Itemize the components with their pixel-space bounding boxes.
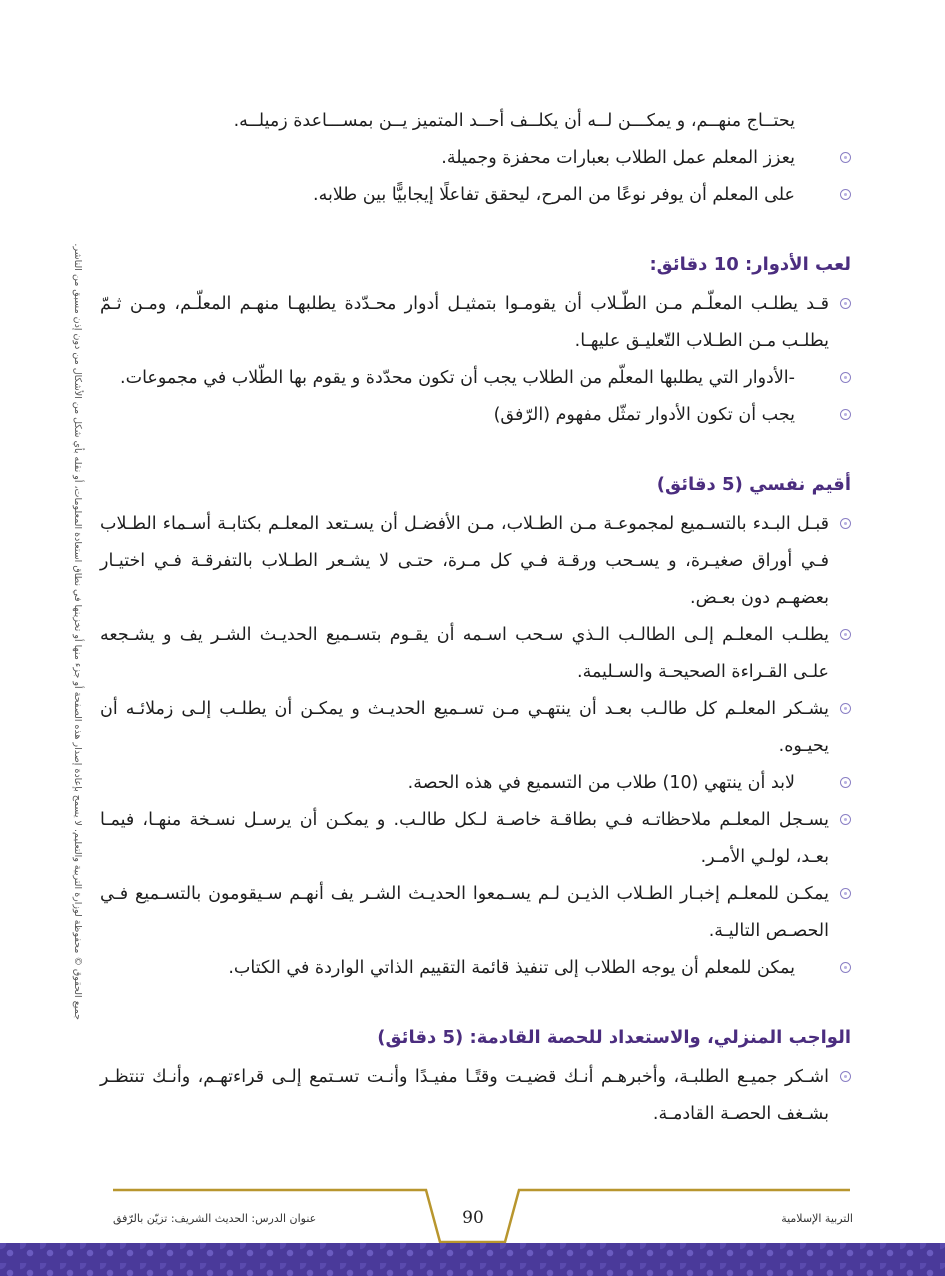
list-item-text: -الأدوار التي يطلبها المعلّم من الطلاب يجب أن تكون محدّدة و يقوم بها الطّلاب في مجموعات. — [120, 368, 795, 388]
bullet-icon — [840, 518, 851, 529]
bullet-icon — [840, 298, 851, 309]
list-item — [100, 617, 851, 691]
list-item — [100, 950, 851, 987]
bullet-icon — [840, 152, 851, 163]
intro-continuation: يحتــاج منهــم، و يمكـــن لــه أن يكلــف أحــد المتميز يــن بمســـاعدة زميلــه. — [233, 111, 795, 131]
list-item — [100, 802, 851, 876]
list-item-text: على المعلم أن يوفر نوعًا من المرح، ليحقق تفاعلًا إيجابيًّا بين طلابه. — [313, 185, 795, 205]
copyright-side-note — [67, 243, 87, 1020]
list-item-text: اشـكر جميـع الطلبـة، وأخبرهـم أنـك قضيـت وقتًـا مفيـدًا وأنـت تسـتمع إلـى قراءتهـم، وأنـك تنتظـر بشـغف الحصـة القادمـة. — [100, 1067, 829, 1124]
list-item-text: يشـكر المعلـم كل طالـب بعـد أن ينتهـي مـن تسـميع الحديـث و يمكـن أن يطلـب إلـى زملائـه أن يحيـوه. — [100, 699, 829, 756]
bullet-icon — [840, 814, 851, 825]
list-item — [100, 286, 851, 360]
list-item — [100, 876, 851, 950]
list-item — [100, 691, 851, 765]
list-item — [100, 140, 851, 177]
bullet-icon — [840, 1071, 851, 1082]
list-item-text: يطلـب المعلـم إلـى الطالـب الـذي سـحب اسـمه أن يقـوم بتسـميع الحديـث الشـر يف و يشـجعه علـى القـراءة الصحيحـة والسـليمة. — [100, 625, 829, 682]
page-number: 90 — [462, 1208, 484, 1228]
decorative-band — [0, 1243, 945, 1276]
list-item-text: يمكـن للمعلـم إخبـار الطـلاب الذيـن لـم يسـمعوا الحديـث الشـر يف أنهـم سـيقومون بالتسـميع فـي الحصـص التاليـة. — [100, 884, 829, 941]
copyright-text: جميع الحقوق © محفوظة لوزارة التربية والتعليم. لا يسمح بإعادة إصدار هذه الصفحة أو جزء منها أو تخزينها في نطاق استعادة المعلومات، أو نقله بأي شكل من الأشكال من دون إذن مسبق من الناشر. — [72, 243, 83, 1020]
list-item-text: يجب أن تكون الأدوار تمثّل مفهوم (الرّفق) — [493, 405, 795, 425]
list-item — [100, 506, 851, 617]
bullet-icon — [840, 629, 851, 640]
list-item-text: يسـجل المعلـم ملاحظاتـه فـي بطاقـة خاصـة لـكل طالـب. و يمكـن أن يرسـل نسـخة منهـا، فيمـا بعـد، لولـي الأمـر. — [100, 810, 829, 867]
bullet-icon — [840, 409, 851, 420]
list-item — [100, 360, 851, 397]
footer-lesson-title: عنوان الدرس: الحديث الشريف: تزيّن بالرّفق — [113, 1212, 317, 1225]
bullet-icon — [840, 962, 851, 973]
list-item-text: قبـل البـدء بالتسـميع لمجموعـة مـن الطـلاب، مـن الأفضـل أن يسـتعد المعلـم بكتابـة أسـماء الطـلاب فـي أوراق صغيـرة، و يسـحب ورقـة فـي كل مـرة، حتـى لا يشـعر الطـلاب بالتفرقـة فـي اختيـار بعضهـم دون بعـض. — [100, 514, 829, 608]
bullet-icon — [840, 372, 851, 383]
section-heading-homework: الواجب المنزلي، والاستعداد للحصة القادمة: (5 دقائق) — [377, 1027, 851, 1048]
list-item — [100, 765, 851, 802]
list-item-text: قـد يطلـب المعلّـم مـن الطّـلاب أن يقومـوا بتمثيـل أدوار محـدّدة يطلبهـا منهـم المعلّـم، ومـن ثـمّ يطلـب مـن الطـلاب التّعليـق عليهـا. — [100, 294, 829, 351]
footer-subject: التربية الإسلامية — [781, 1212, 853, 1225]
list-item — [100, 1059, 851, 1133]
list-item-text: لابد أن ينتهي (10) طلاب من التسميع في هذه الحصة. — [407, 773, 795, 793]
section-heading-self-assessment: أقيم نفسي (5 دقائق) — [656, 474, 851, 495]
section-heading-role-play: لعب الأدوار: 10 دقائق: — [649, 254, 851, 275]
bullet-icon — [840, 189, 851, 200]
list-item-text: يمكن للمعلم أن يوجه الطلاب إلى تنفيذ قائمة التقييم الذاتي الواردة في الكتاب. — [228, 958, 795, 978]
bullet-icon — [840, 703, 851, 714]
list-item — [100, 397, 851, 434]
list-item — [100, 177, 851, 214]
page-content — [100, 103, 851, 1133]
bullet-icon — [840, 777, 851, 788]
list-item-text: يعزز المعلم عمل الطلاب بعبارات محفزة وجميلة. — [441, 148, 795, 168]
bullet-icon — [840, 888, 851, 899]
